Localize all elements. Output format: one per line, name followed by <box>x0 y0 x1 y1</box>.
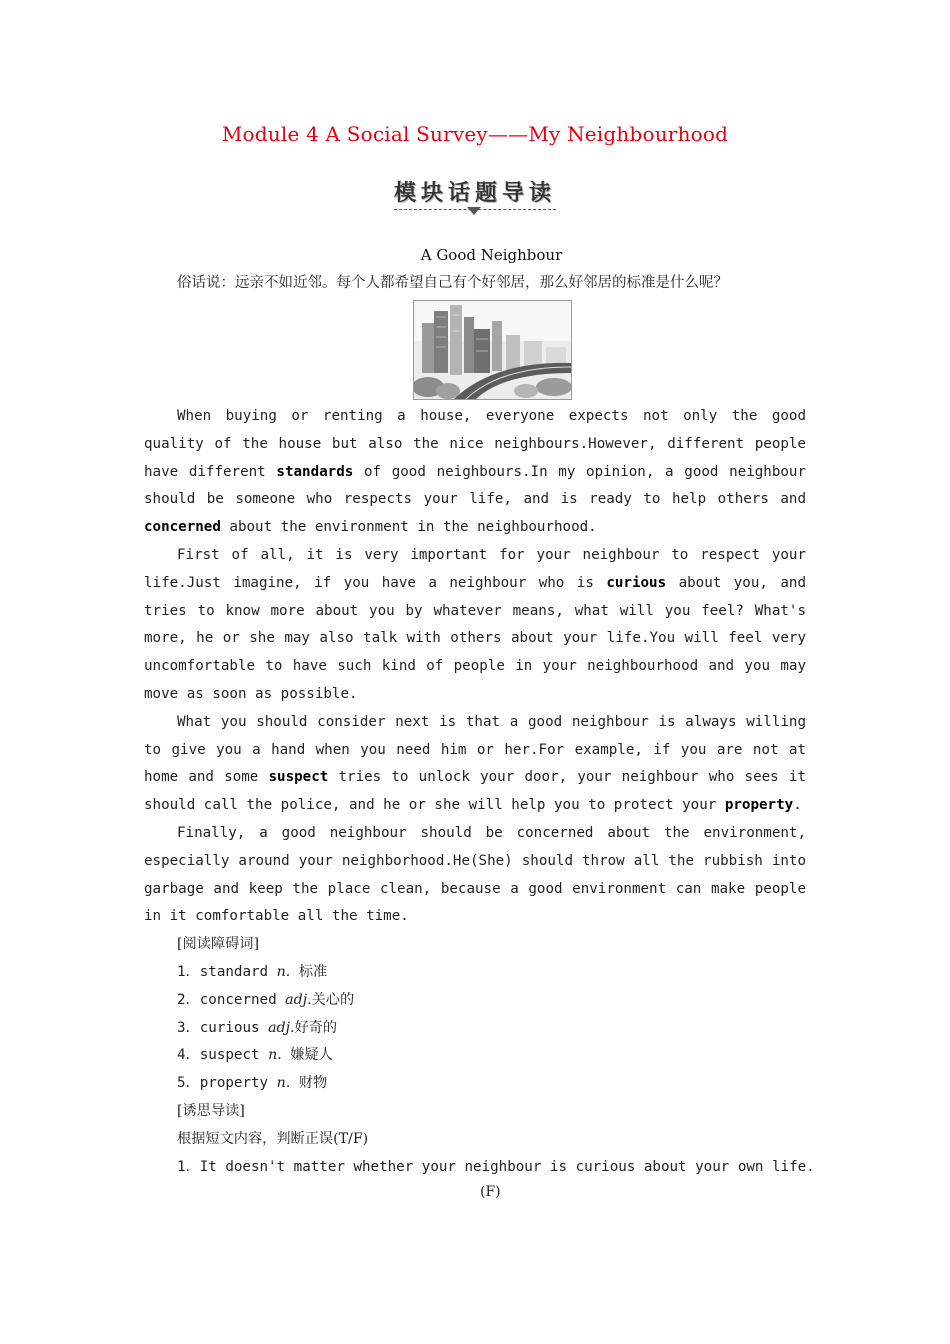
vocab-item <box>144 1015 806 1043</box>
vocab-pos: n. <box>268 1047 282 1064</box>
page-title: Module 4 A Social Survey——My Neighbourhood <box>221 122 729 146</box>
article-body <box>144 403 815 1181</box>
banner-arrow-icon <box>467 207 481 215</box>
keyword-standards: standards <box>276 463 354 480</box>
guide-heading: [诱思导读] <box>177 1102 245 1119</box>
vocab-pos: n. <box>276 963 291 980</box>
article-title: A Good Neighbour <box>420 246 563 264</box>
keyword-curious: curious <box>606 574 667 591</box>
vocab-word: standard <box>199 963 269 980</box>
vocab-meaning: 标准 <box>298 963 328 980</box>
p2-text-a: First of all, it is very important for your neighbour to respect your life.Just imagine, if you have a neighbour who is <box>144 546 806 591</box>
p3-text-a: What you should consider next is that a good neighbour is always willing to give you a hand when you need him or her.For example, if you are not at home and some <box>144 713 806 786</box>
vocab-meaning: 嫌疑人 <box>290 1047 333 1064</box>
vocab-heading: [阅读障碍词] <box>177 936 260 953</box>
p2-text-b: about you, and tries to know more about you by whatever means, what will you feel? What's more, he or she may also talk with others about your life.You will feel very uncomfortable to have such kind of people in your neighbourhood and you may move as soon as possible. <box>144 574 806 702</box>
vocab-word: concerned <box>199 991 277 1008</box>
vocab-num: 4． <box>177 1047 200 1064</box>
vocab-item <box>144 1070 806 1098</box>
intro-text: 俗话说：远亲不如近邻。每个人都希望自己有个好邻居，那么好邻居的标准是什么呢？ <box>177 275 728 291</box>
vocab-meaning: 好奇的 <box>294 1019 338 1036</box>
p1-text-c: about the environment in the neighbourhood. <box>220 519 597 536</box>
p3-text-b: tries to unlock your door, your neighbour who sees it should call the police, and he or she will help you to protect your <box>144 769 806 814</box>
guide-instruction: 根据短文内容，判断正误(T/F) <box>177 1130 369 1147</box>
vocab-meaning: 关心的 <box>311 991 355 1008</box>
city-skyline-icon <box>414 301 571 399</box>
question-1-answer: (F) <box>480 1184 501 1200</box>
paragraph-3 <box>144 709 806 820</box>
vocab-meaning: 财物 <box>298 1075 328 1092</box>
section-banner <box>385 176 565 212</box>
keyword-property: property <box>724 797 794 814</box>
paragraph-1 <box>144 403 806 542</box>
keyword-suspect: suspect <box>268 769 329 786</box>
vocab-word: property <box>199 1075 269 1092</box>
vocab-num: 2． <box>177 991 200 1008</box>
vocab-pos: n. <box>276 1075 291 1092</box>
city-skyline-image <box>413 300 572 400</box>
vocab-pos: adj. <box>268 1019 295 1036</box>
vocab-num: 1． <box>177 963 200 980</box>
p1-text-b: of good neighbours.In my opinion, a good neighbour should be someone who respects your life, and is ready to help others and <box>144 463 807 508</box>
p1-text-a: When buying or renting a house, everyone expects not only the good quality of the house but also the nice neighbours.However, different people have different <box>144 408 806 480</box>
paragraph-4: Finally, a good neighbour should be concerned about the environment, especially around your neighborhood.He(She) should throw all the rubbish into garbage and keep the place clean, because a good environment can make people in it comfortable all the time. <box>144 824 806 925</box>
vocab-word: curious <box>199 1019 260 1036</box>
keyword-concerned: concerned <box>144 519 221 536</box>
vocab-num: 5． <box>177 1075 200 1092</box>
question-1: 1．It doesn't matter whether your neighbour is curious about your own life. <box>177 1158 815 1175</box>
paragraph-2 <box>144 542 806 709</box>
vocab-num: 3． <box>177 1019 200 1036</box>
banner-label: 模块话题导读 <box>394 176 556 210</box>
vocab-item <box>144 959 806 987</box>
vocab-item <box>144 987 806 1015</box>
vocab-pos: adj. <box>285 991 312 1008</box>
p3-text-c: . <box>793 797 802 814</box>
vocab-word: suspect <box>199 1047 260 1064</box>
vocab-item <box>144 1042 806 1070</box>
